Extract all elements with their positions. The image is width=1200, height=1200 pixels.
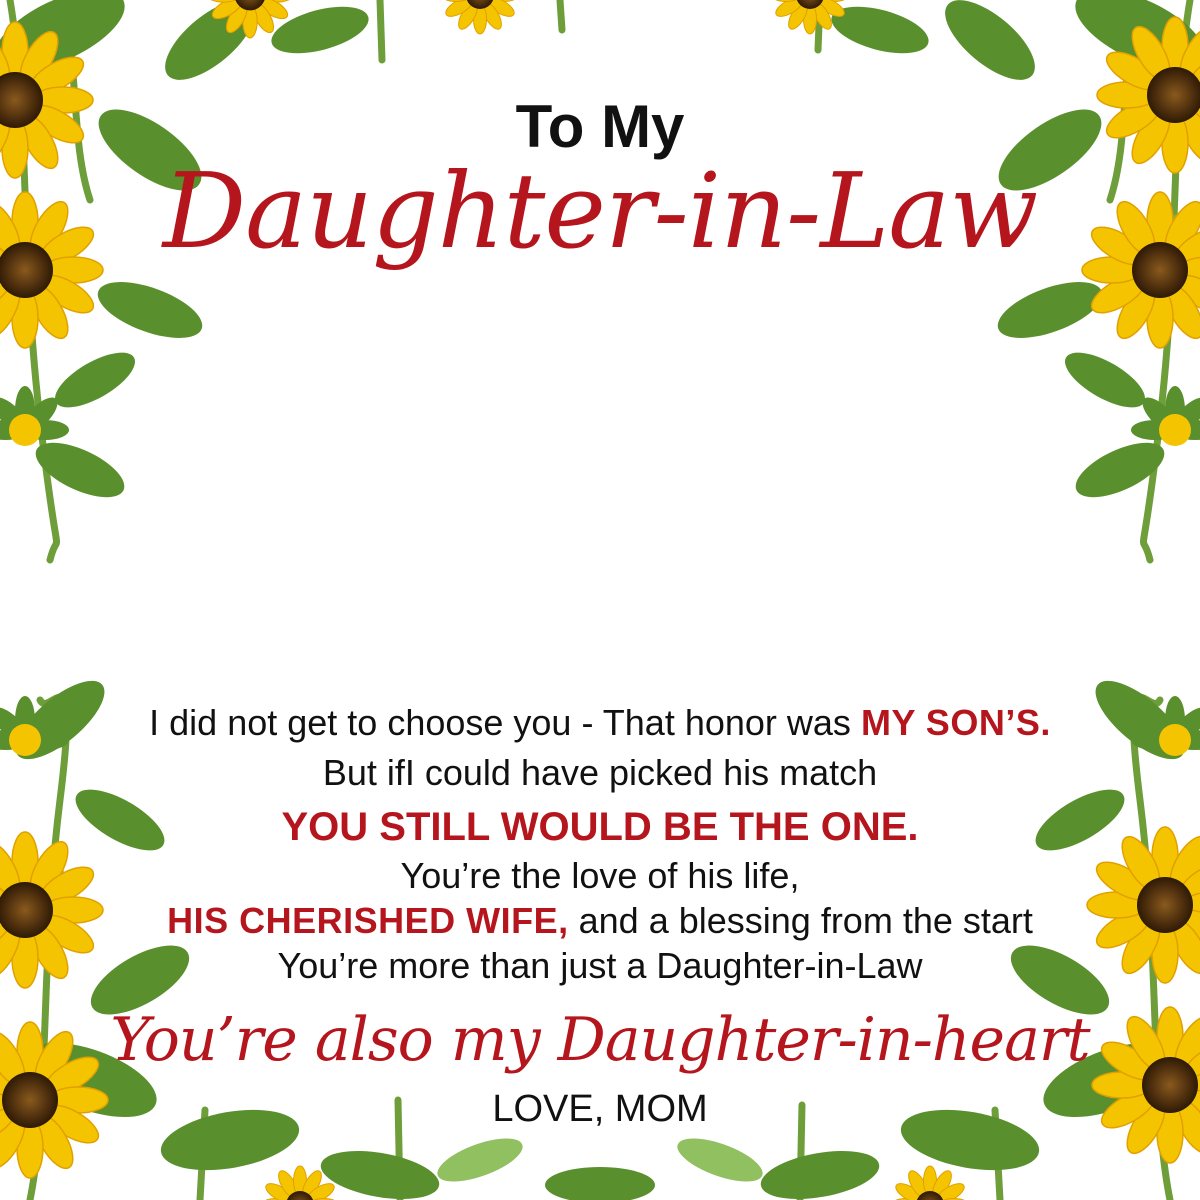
sunflower-icon bbox=[891, 1166, 969, 1200]
title-daughter-in-law: Daughter-in-Law bbox=[162, 150, 1038, 272]
verse-line-5-text: and a blessing from the start bbox=[578, 900, 1033, 941]
verse-line-1-text: I did not get to choose you - That honor was bbox=[149, 702, 851, 743]
verse-line-1 bbox=[0, 702, 1200, 744]
verse-line-6: You’re more than just a Daughter-in-Law bbox=[277, 945, 923, 986]
verse-line-2: But ifI could have picked his match bbox=[322, 752, 878, 793]
verse-line-4: You’re the love of his life, bbox=[400, 855, 800, 896]
verse-line-7-script: You’re also my Daughter-in-heart bbox=[110, 1005, 1090, 1075]
title-to-my: To My bbox=[515, 93, 685, 160]
verse-line-3: YOU STILL WOULD BE THE ONE. bbox=[281, 805, 919, 849]
verse-line-5-emphasis: HIS CHERISHED WIFE, bbox=[167, 900, 569, 941]
sunflower-icon bbox=[441, 0, 519, 34]
signoff: LOVE, MOM bbox=[492, 1088, 708, 1130]
verse-line-5 bbox=[0, 900, 1200, 942]
verse-line-1-emphasis: MY SON’S. bbox=[860, 702, 1051, 743]
